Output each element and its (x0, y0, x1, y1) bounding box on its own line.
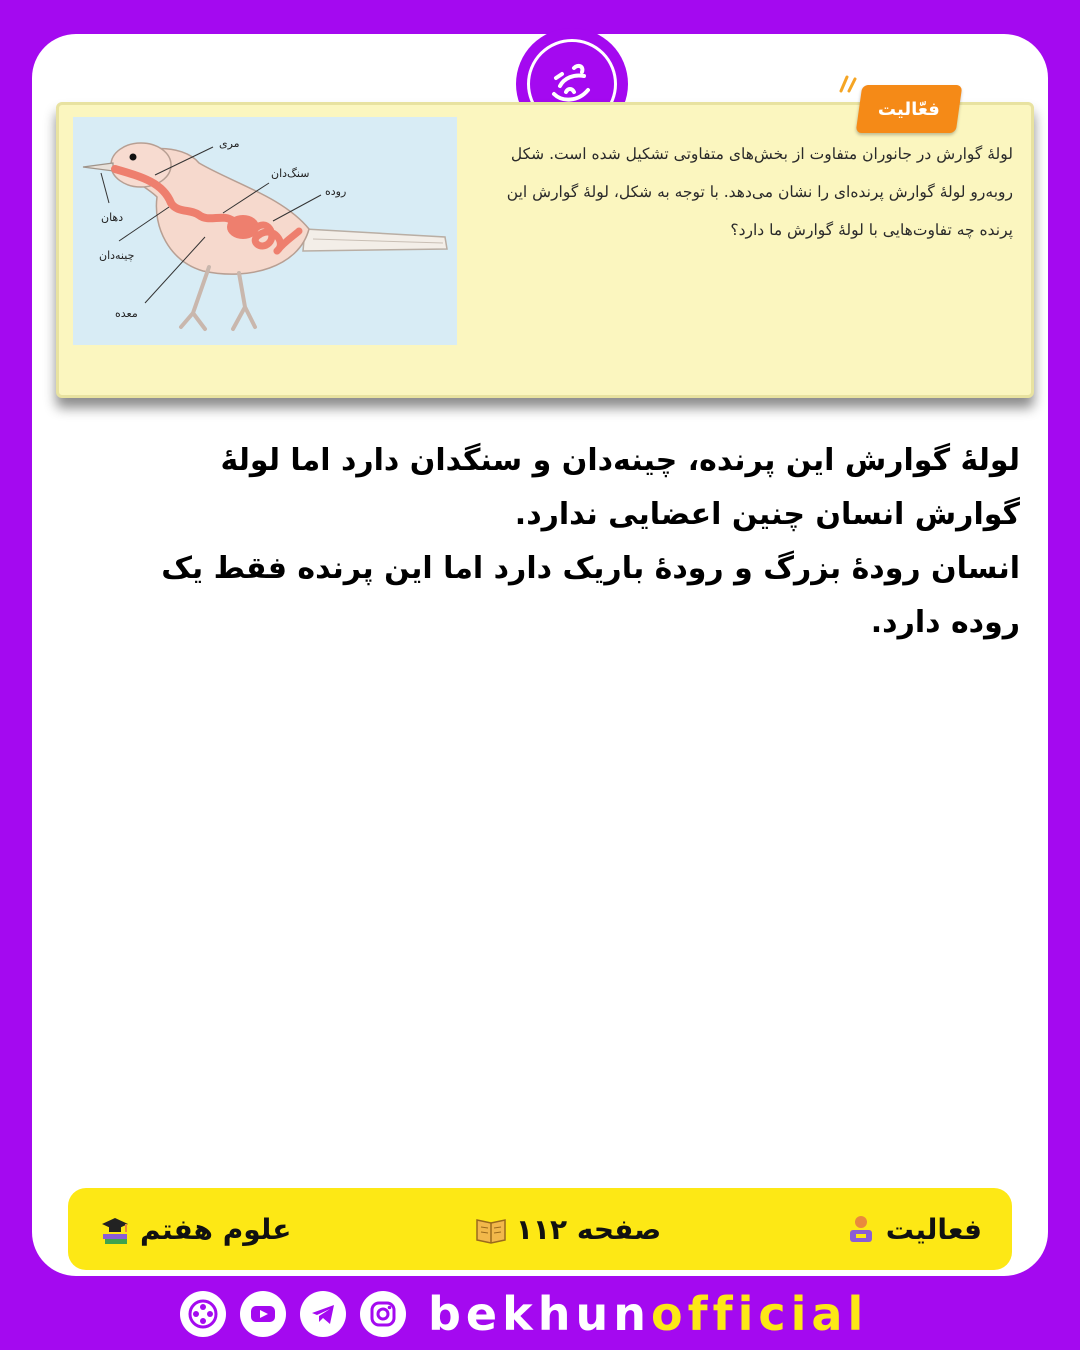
figure-label-stomach: معده (115, 307, 138, 320)
film-icon[interactable] (180, 1291, 226, 1337)
info-subject-label: علوم هفتم (140, 1212, 292, 1246)
info-activity (844, 1212, 982, 1246)
badge-spark-icon (837, 73, 861, 93)
youtube-icon[interactable] (240, 1291, 286, 1337)
bird-digestive-figure (73, 117, 457, 345)
info-bar (68, 1188, 1012, 1270)
info-subject (98, 1212, 291, 1246)
teacher-icon (844, 1212, 878, 1246)
answer-paragraph-2: انسان رودهٔ بزرگ و رودهٔ باریک دارد اما این پرنده فقط یک روده دارد. (161, 551, 1020, 640)
answer-paragraph-1: لولهٔ گوارش این پرنده، چینه‌دان و سنگدان دارد اما لولهٔ گوارش انسان چنین اعضایی ندارد. (220, 443, 1020, 532)
figure-label-intestine: روده (325, 185, 347, 198)
handle-part-2: official (650, 1287, 869, 1341)
activity-badge-label: فعّالیت (878, 98, 940, 120)
info-activity-label: فعالیت (885, 1212, 982, 1246)
telegram-icon[interactable] (300, 1291, 346, 1337)
social-bar (180, 1286, 868, 1342)
figure-label-crop: چینه‌دان (99, 249, 135, 262)
social-handle[interactable] (428, 1286, 868, 1342)
figure-label-gizzard: سنگ‌دان (271, 167, 310, 180)
instagram-icon[interactable] (360, 1291, 406, 1337)
textbook-excerpt (56, 98, 1034, 398)
answer-text (120, 434, 1020, 650)
info-page-label: صفحه ۱۱۲ (515, 1212, 662, 1246)
figure-label-mouth: دهان (101, 211, 124, 224)
info-page (474, 1212, 661, 1246)
content-card (32, 34, 1048, 1276)
graduation-books-icon (98, 1212, 132, 1246)
figure-label-esophagus: مری (219, 137, 240, 150)
handle-part-1: bekhun (428, 1287, 651, 1341)
activity-badge (856, 85, 963, 133)
textbook-paragraph: لولهٔ گوارش در جانوران متفاوت از بخش‌های متفاوتی تشکیل شده است. شکل روبه‌رو لولهٔ گوارش پرنده‌ای را نشان می‌دهد. با توجه به شکل، لولهٔ گوارش این پرنده چه تفاوت‌هایی با لولهٔ گوارش ما دارد؟ (506, 145, 1013, 239)
open-book-icon (474, 1212, 508, 1246)
